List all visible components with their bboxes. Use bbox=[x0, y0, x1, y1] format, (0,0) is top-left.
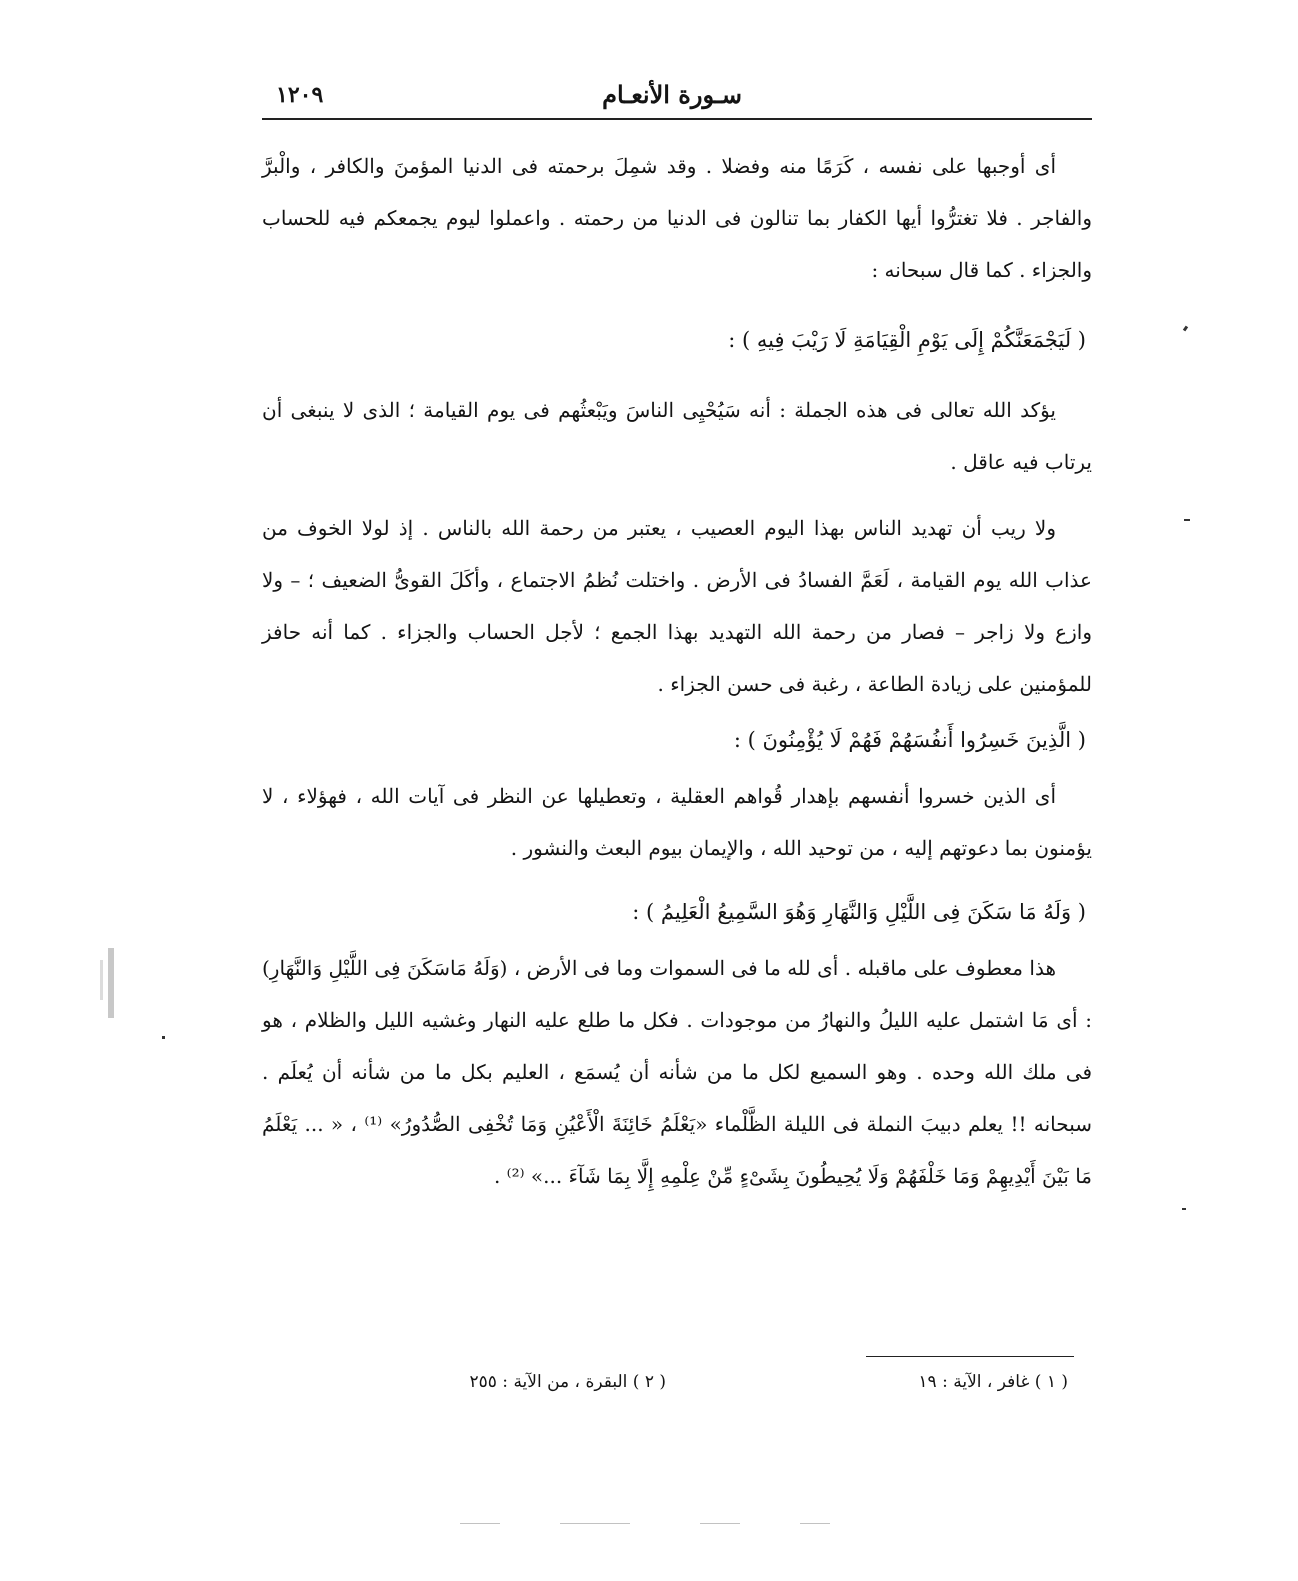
scan-noise bbox=[108, 948, 114, 1018]
scan-mark bbox=[1183, 326, 1188, 332]
verse-2: ( الَّذِينَ خَسِرُوا أَنفُسَهُمْ فَهُمْ لَا يُؤْمِنُونَ ) : bbox=[733, 728, 1086, 752]
footnote-2: ( ٢ ) البقرة ، من الآية : ٢٥٥ bbox=[469, 1372, 666, 1392]
scan-noise bbox=[800, 1523, 830, 1524]
scan-noise bbox=[100, 960, 103, 1000]
scan-mark bbox=[162, 1036, 165, 1039]
scan-mark bbox=[1182, 1208, 1186, 1210]
paragraph-4: أى الذين خسروا أنفسهم بإهدار قُواهم العقلية ، وتعطيلها عن النظر فى آيات الله ، فهؤلاء ، لا يؤمنون بما دعوتهم إليه ، من توحيد الله ، والإيمان بيوم البعث والنشور . bbox=[262, 784, 1092, 860]
verse-1: ( لَيَجْمَعَنَّكُمْ إِلَى يَوْمِ الْقِيَامَةِ لَا رَيْبَ فِيهِ ) : bbox=[728, 328, 1086, 352]
footnote-divider bbox=[866, 1356, 1074, 1357]
surah-title: سـورة الأنعـام bbox=[602, 80, 742, 109]
paragraph-1: أى أوجبها على نفسه ، كَرَمًا منه وفضلا . وقد شمِلَ برحمته فى الدنيا المؤمنَ والكافر ، والْبرَّ والفاجر . فلا تغترُّوا أيها الكفار بما تنالون فى الدنيا من رحمته . واعملوا ليوم يجمعكم فيه للحساب والجزاء . كما قال سبحانه : bbox=[262, 154, 1092, 282]
scan-noise bbox=[460, 1523, 500, 1524]
page-header bbox=[262, 78, 1092, 118]
scan-noise bbox=[700, 1523, 740, 1524]
verse-3: ( وَلَهُ مَا سَكَنَ فِى اللَّيْلِ وَالنَّهَارِ وَهُوَ السَّمِيعُ الْعَلِيمُ ) : bbox=[632, 900, 1086, 924]
scan-noise bbox=[560, 1523, 630, 1524]
page-number: ١٢٠٩ bbox=[276, 82, 324, 108]
paragraph-2: يؤكد الله تعالى فى هذه الجملة : أنه سَيُحْيِى الناسَ ويَبْعثُهم فى يوم القيامة ؛ الذى لا ينبغى أن يرتاب فيه عاقل . bbox=[262, 398, 1092, 474]
header-divider bbox=[262, 118, 1092, 120]
scan-mark bbox=[1184, 519, 1190, 521]
paragraph-3: ولا ريب أن تهديد الناس بهذا اليوم العصيب ، يعتبر من رحمة الله بالناس . إذ لولا الخوف من عذاب الله يوم القيامة ، لَعَمَّ الفسادُ فى الأرض . واختلت نُظمُ الاجتماع ، وأكَلَ القوىُّ الضعيف ؛ – ولا وازع ولا زاجر – فصار من رحمة الله التهديد بهذا الجمع ؛ لأجل الحساب والجزاء . كما أنه حافز للمؤمنين على زيادة الطاعة ، رغبة فى حسن الجزاء . bbox=[262, 516, 1092, 696]
footnote-1: ( ١ ) غافر ، الآية : ١٩ bbox=[918, 1372, 1068, 1392]
body-text bbox=[262, 140, 1092, 1202]
paragraph-5: هذا معطوف على ماقبله . أى لله ما فى السموات وما فى الأرض ، (وَلَهُ مَاسَكَنَ فِى اللَّيْلِ وَالنَّهَارِ) : أى مَا اشتمل عليه الليلُ والنهارُ من موجودات . فكل ما طلع عليه النهار وغشيه الليل والظلام ، هو فى ملك الله وحده . وهو السميع لكل ما من شأنه أن يُسمَع ، العليم بكل ما من شأنه أن يُعلَم . سبحانه !! يعلم دبيبَ النملة فى الليلة الظَّلْماء «يَعْلَمُ خَائِنَةَ الْأَعْيُنِ وَمَا تُخْفِى الصُّدُورُ» ⁽¹⁾ ، « ... يَعْلَمُ مَا بَيْنَ أَيْدِيهِمْ وَمَا خَلْفَهُمْ وَلَا يُحِيطُونَ بِشَىْءٍ مِّنْ عِلْمِهِ إِلَّا بِمَا شَآءَ ...» ⁽²⁾ . bbox=[262, 956, 1092, 1188]
